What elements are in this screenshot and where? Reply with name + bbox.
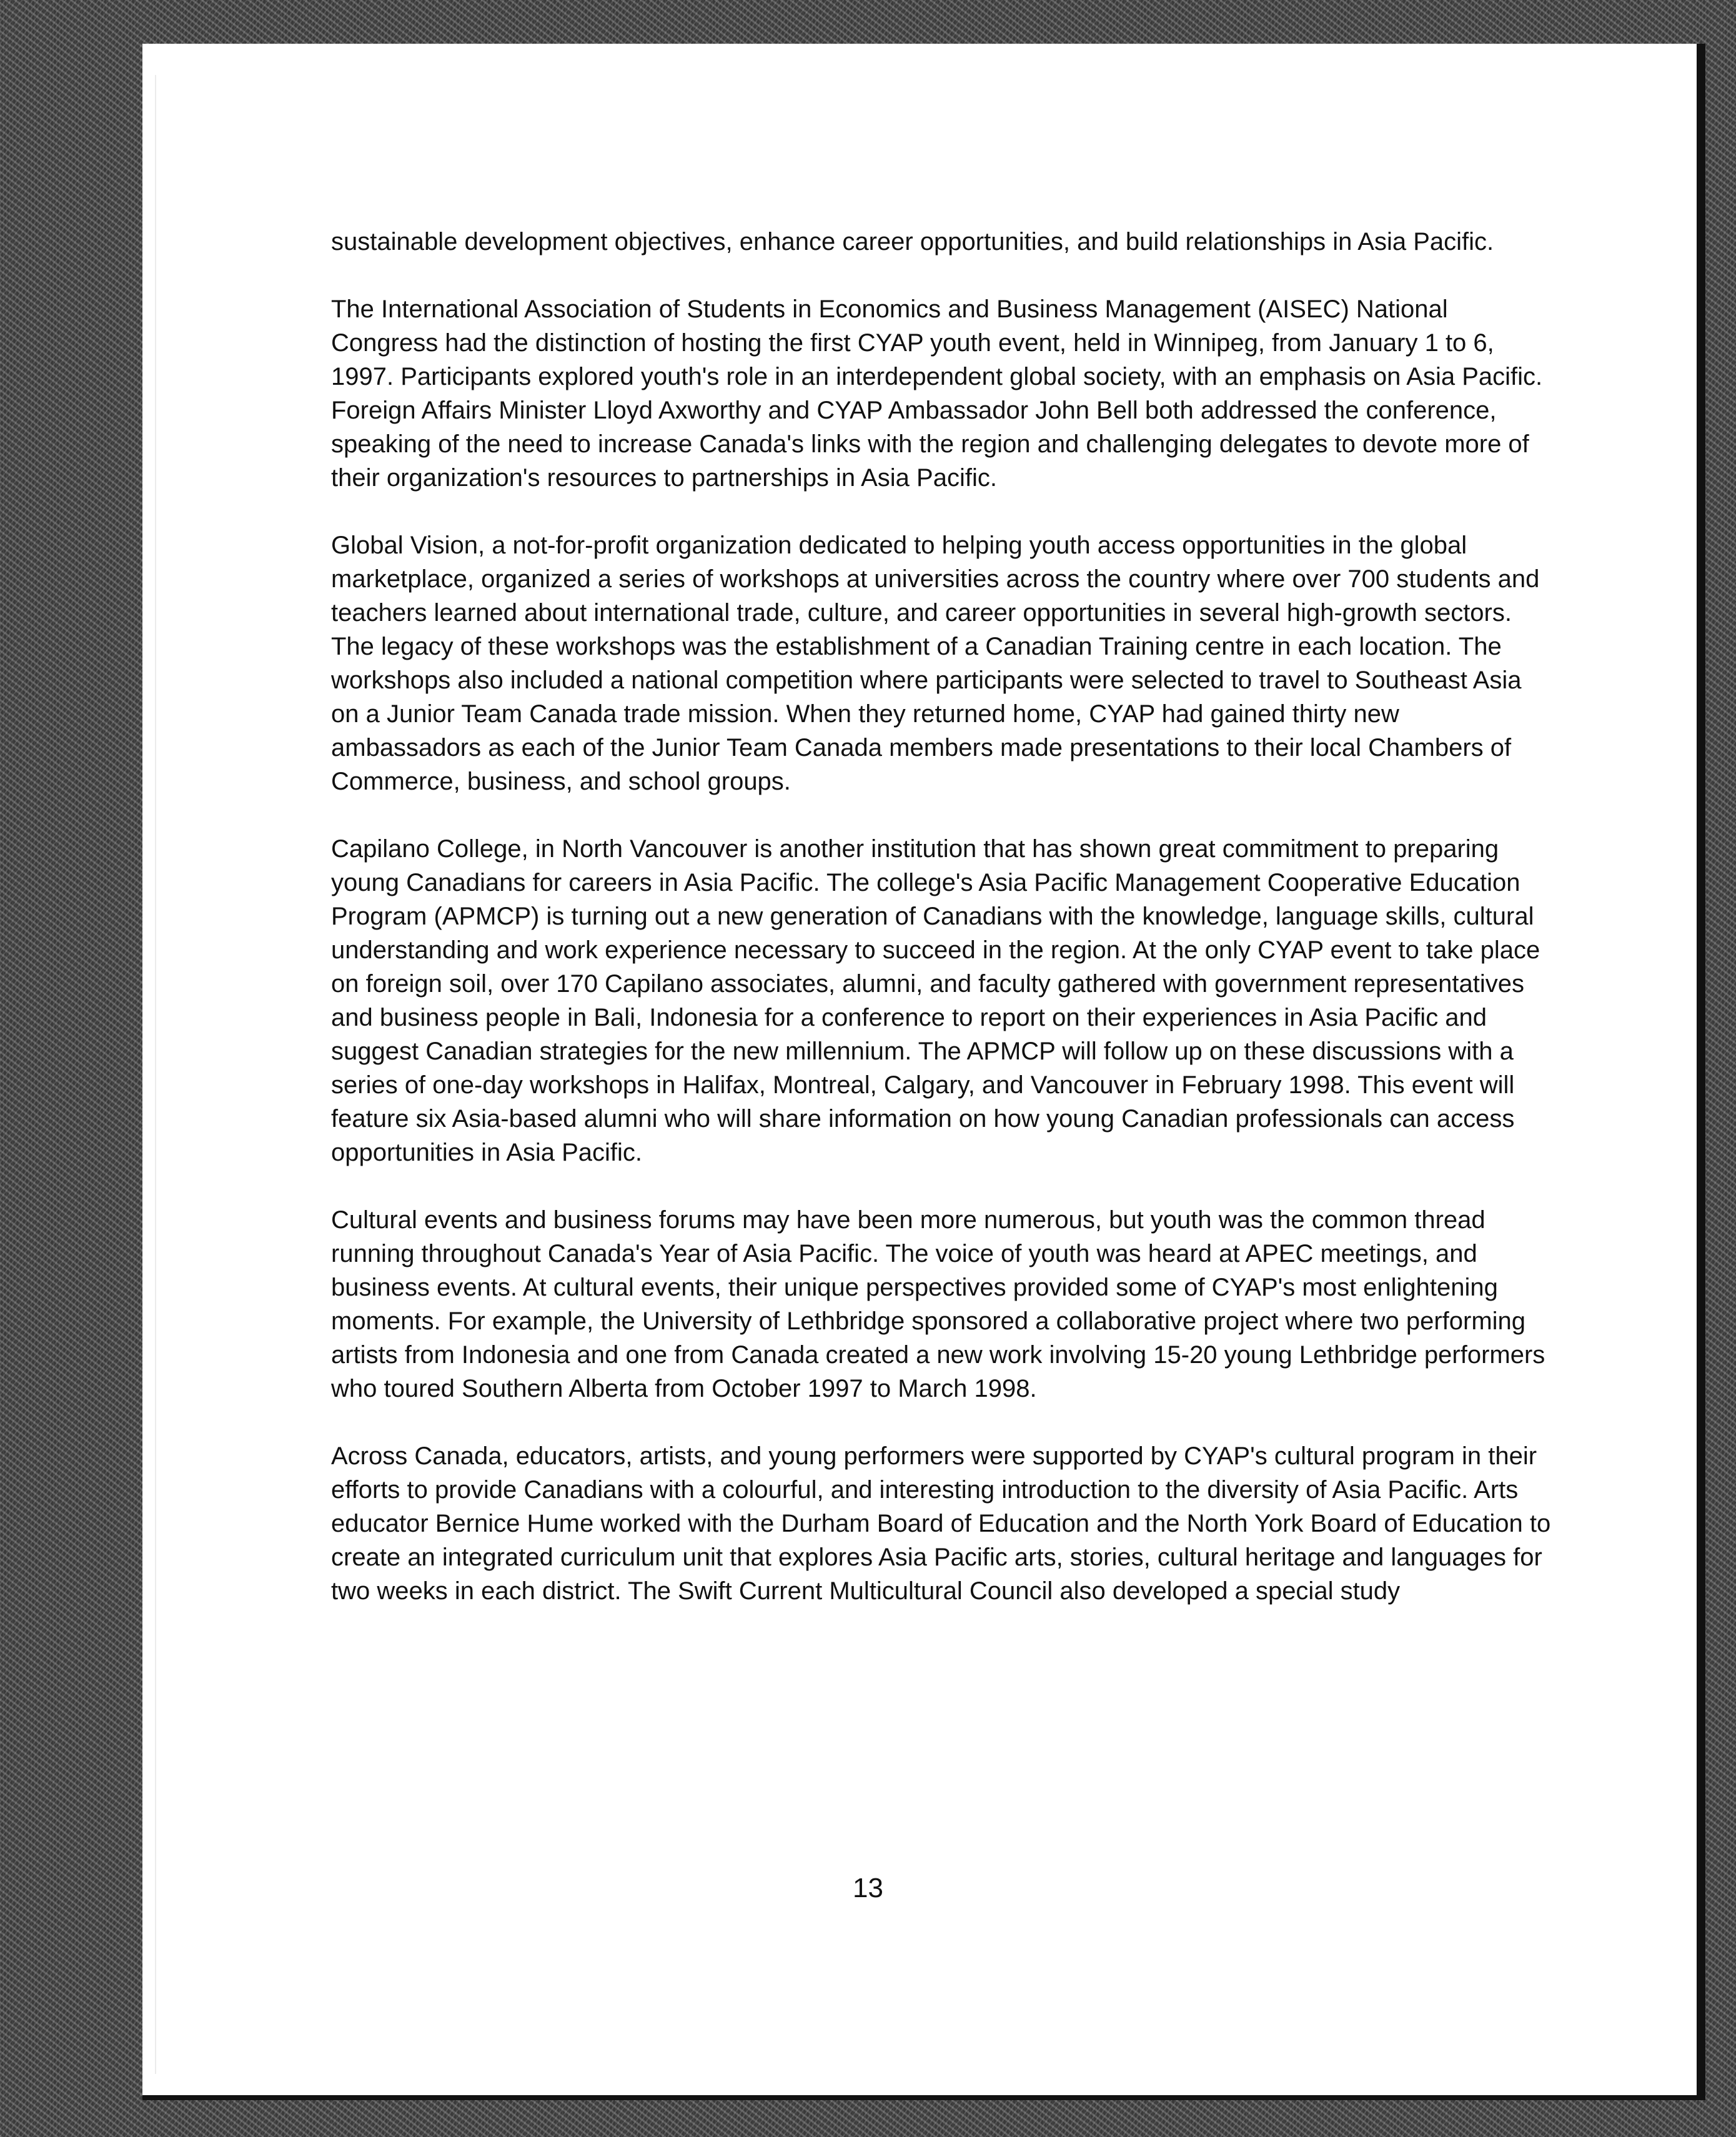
page-number: 13 (853, 1873, 883, 1903)
page-fold-line (155, 75, 156, 2074)
paragraph-1: sustainable development objectives, enhance career opportunities, and build relationships in Asia Pacific. (331, 228, 1494, 255)
paragraph-4: Capilano College, in North Vancouver is another institution that has shown great commitment to preparing young Canadians for careers in Asia Pacific. The college's Asia Pacific Management Cooperative Education Program (APMCP) is turning out a new generation of Canadians with the knowledge, language skills, cultural understanding and work experience necessary to succeed in the region. At the only CYAP event to take place on foreign soil, over 170 Capilano associates, alumni, and faculty gathered with government representatives and business people in Bali, Indonesia for a conference to report on their experiences in Asia Pacific and suggest Canadian strategies for the new millennium. The APMCP will follow up on these discussions with a series of one-day workshops in Halifax, Montreal, Calgary, and Vancouver in February 1998. This event will feature six Asia-based alumni who will share information on how young Canadian professionals can access opportunities in Asia Pacific. (331, 835, 1540, 1166)
paragraph-3: Global Vision, a not-for-profit organization dedicated to helping youth access opportunities in the global marketplace, organized a series of workshops at universities across the country where over 700 students and teachers learned about international trade, culture, and career opportunities in several high-growth sectors. The legacy of these workshops was the establishment of a Canadian Training centre in each location. The workshops also included a national competition where participants were selected to travel to Southeast Asia on a Junior Team Canada trade mission. When they returned home, CYAP had gained thirty new ambassadors as each of the Junior Team Canada members made presentations to their local Chambers of Commerce, business, and school groups. (331, 532, 1540, 795)
paragraph-5: Cultural events and business forums may have been more numerous, but youth was the common thread running throughout Canada's Year of Asia Pacific. The voice of youth was heard at APEC meetings, and business events. At cultural events, their unique perspectives provided some of CYAP's most enlightening moments. For example, the University of Lethbridge sponsored a collaborative project where two performing artists from Indonesia and one from Canada created a new work involving 15-20 young Lethbridge performers who toured Southern Alberta from October 1997 to March 1998. (331, 1206, 1545, 1402)
paragraph-6: Across Canada, educators, artists, and young performers were supported by CYAP's cultural program in their efforts to provide Canadians with a colourful, and interesting introduction to the diversity of Asia Pacific. Arts educator Bernice Hume worked with the Durham Board of Education and the North York Board of Education to create an integrated curriculum unit that explores Asia Pacific arts, stories, cultural heritage and languages for two weeks in each district. The Swift Current Multicultural Council also developed a special study (331, 1442, 1551, 1605)
document-body (331, 225, 1555, 1642)
paragraph-2: The International Association of Students in Economics and Business Management (AISEC) National Congress had the distinction of hosting the first CYAP youth event, held in Winnipeg, from January 1 to 6, 1997. Participants explored youth's role in an interdependent global society, with an emphasis on Asia Pacific. Foreign Affairs Minister Lloyd Axworthy and CYAP Ambassador John Bell both addressed the conference, speaking of the need to increase Canada's links with the region and challenging delegates to devote more of their organization's resources to partnerships in Asia Pacific. (331, 295, 1543, 492)
